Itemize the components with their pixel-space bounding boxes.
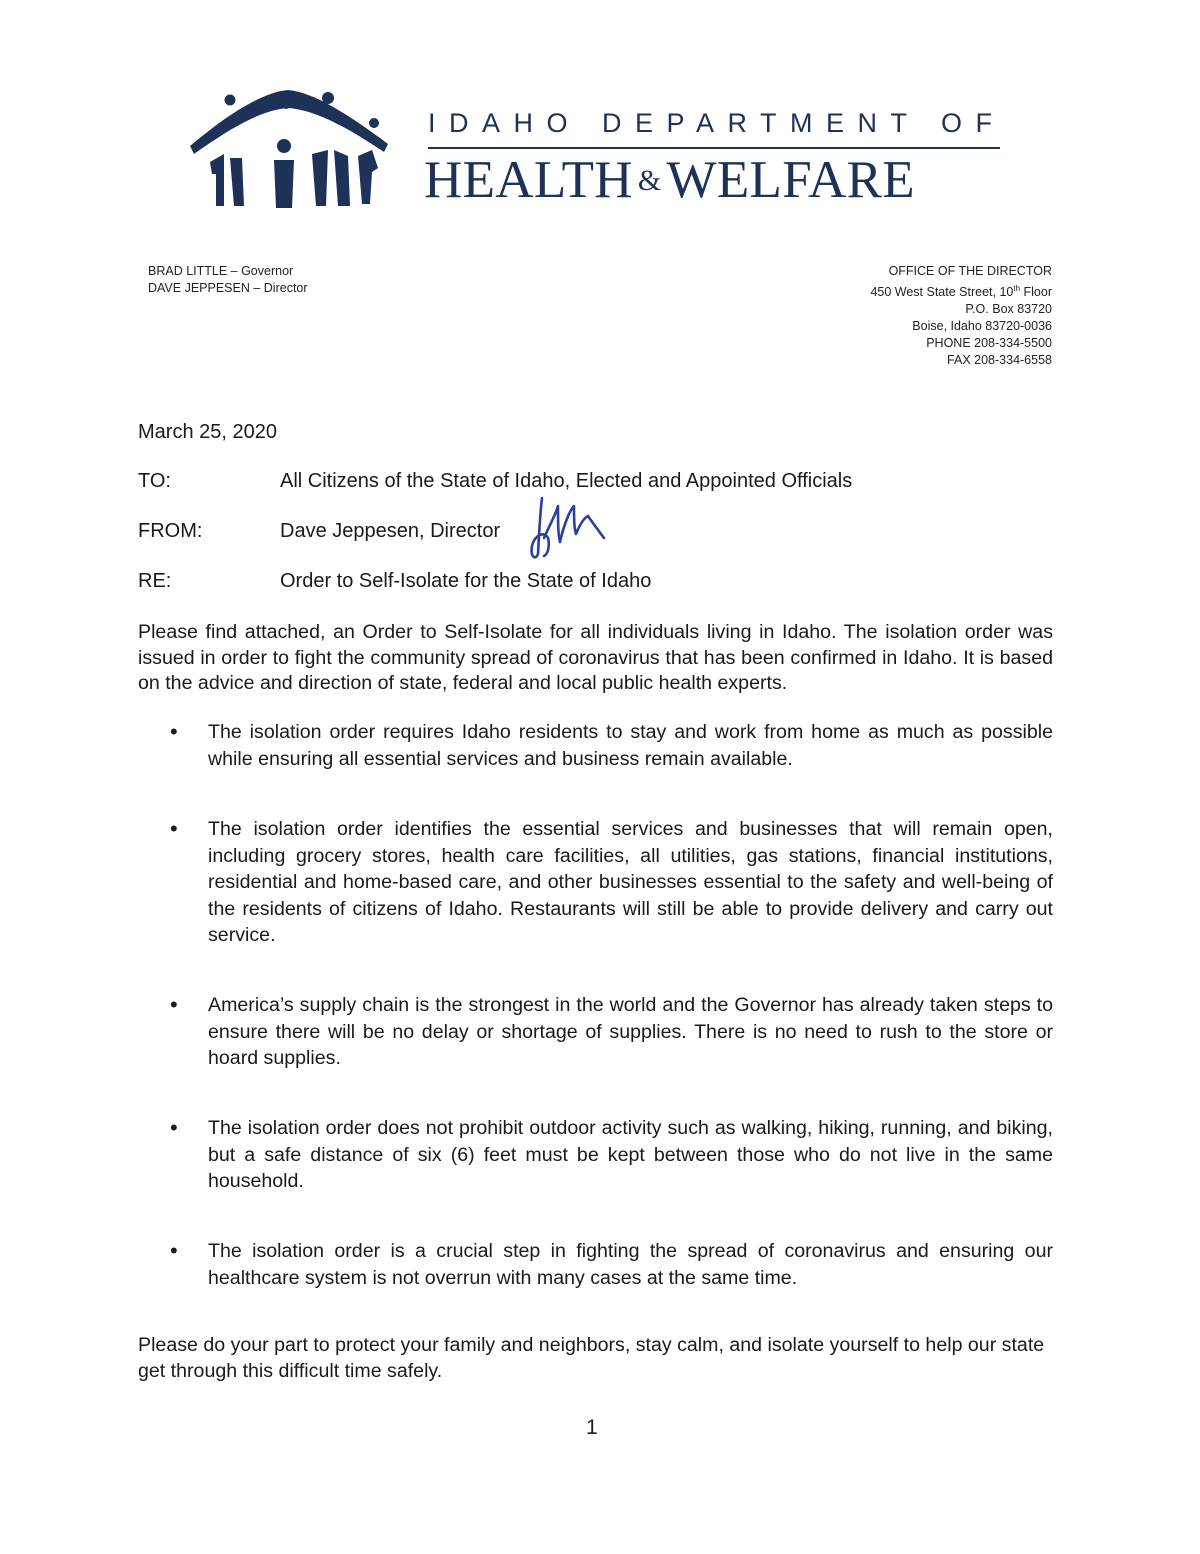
memo-re-label: RE: (138, 570, 172, 592)
bullet-text: America’s supply chain is the strongest in the world and the Governor has already taken steps to ensure there will be no delay or shortage of supplies. There is no need to rush to the store or hoard supplies. (208, 994, 1053, 1069)
bullet-text: The isolation order identifies the essential services and businesses that will remain open, including grocery stores, health care facilities, all utilities, gas stations, financial institutions, residential and home-based care, and other businesses essential to the safety and well-being of the residents of citizens of Idaho. Restaurants will still be able to provide delivery and carry out service. (208, 818, 1053, 946)
family-house-logo-icon (188, 84, 388, 214)
agency-divider (428, 147, 1000, 149)
governor-line: BRAD LITTLE – Governor (148, 264, 294, 278)
office-phone: PHONE 208-334-5500 (926, 336, 1052, 351)
memo-re-value: Order to Self-Isolate for the State of Idaho (280, 570, 652, 592)
page-number: 1 (586, 1416, 598, 1439)
closing-paragraph: Please do your part to protect your family and neighbors, stay calm, and isolate yourself to help our state get through this difficult time safely. (138, 1334, 1045, 1382)
bullet-text: The isolation order is a crucial step in fighting the spread of coronavirus and ensuring our healthcare system is not overrun with many cases at the same time. (208, 1240, 1053, 1289)
agency-word-welfare: WELFARE (666, 151, 915, 209)
office-address-block (732, 263, 1052, 369)
director-line: DAVE JEPPESEN – Director (148, 281, 308, 295)
letter-date: March 25, 2020 (138, 421, 277, 443)
office-city: Boise, Idaho 83720-0036 (912, 319, 1052, 334)
office-pobox: P.O. Box 83720 (965, 302, 1052, 317)
handwritten-signature-icon (522, 494, 606, 562)
agency-name-top: IDAHO DEPARTMENT OF (428, 108, 1006, 138)
memo-to-value: All Citizens of the State of Idaho, Elected and Appointed Officials (280, 470, 853, 492)
office-name: OFFICE OF THE DIRECTOR (888, 264, 1052, 278)
bullet-dot: • (170, 1238, 178, 1263)
memo-from-label: FROM: (138, 520, 203, 542)
bullet-dot: • (170, 816, 178, 841)
office-street: 450 West State Street, 10th Floor (870, 284, 1052, 300)
bullet-dot: • (170, 992, 178, 1017)
agency-word-health: HEALTH (424, 151, 633, 209)
officials-block (148, 263, 308, 297)
bullet-text: The isolation order requires Idaho residents to stay and work from home as much as possible while ensuring all essential services and business remain available. (208, 721, 1053, 770)
agency-ampersand: & (637, 164, 662, 197)
memo-to-label: TO: (138, 470, 171, 492)
bullet-dot: • (170, 719, 178, 744)
memo-from-value: Dave Jeppesen, Director (280, 520, 501, 542)
office-fax: FAX 208-334-6558 (947, 353, 1052, 368)
agency-name-bottom (424, 150, 1004, 212)
intro-paragraph: Please find attached, an Order to Self-Isolate for all individuals living in Idaho. The isolation order was issued in order to fight the community spread of coronavirus that has been confirmed in Idaho. It is based on the advice and direction of state, federal and local public health experts. (138, 621, 1053, 694)
bullet-dot: • (170, 1115, 178, 1140)
bullet-text: The isolation order does not prohibit outdoor activity such as walking, hiking, running, and biking, but a safe distance of six (6) feet must be kept between those who do not live in the same household. (208, 1117, 1053, 1192)
